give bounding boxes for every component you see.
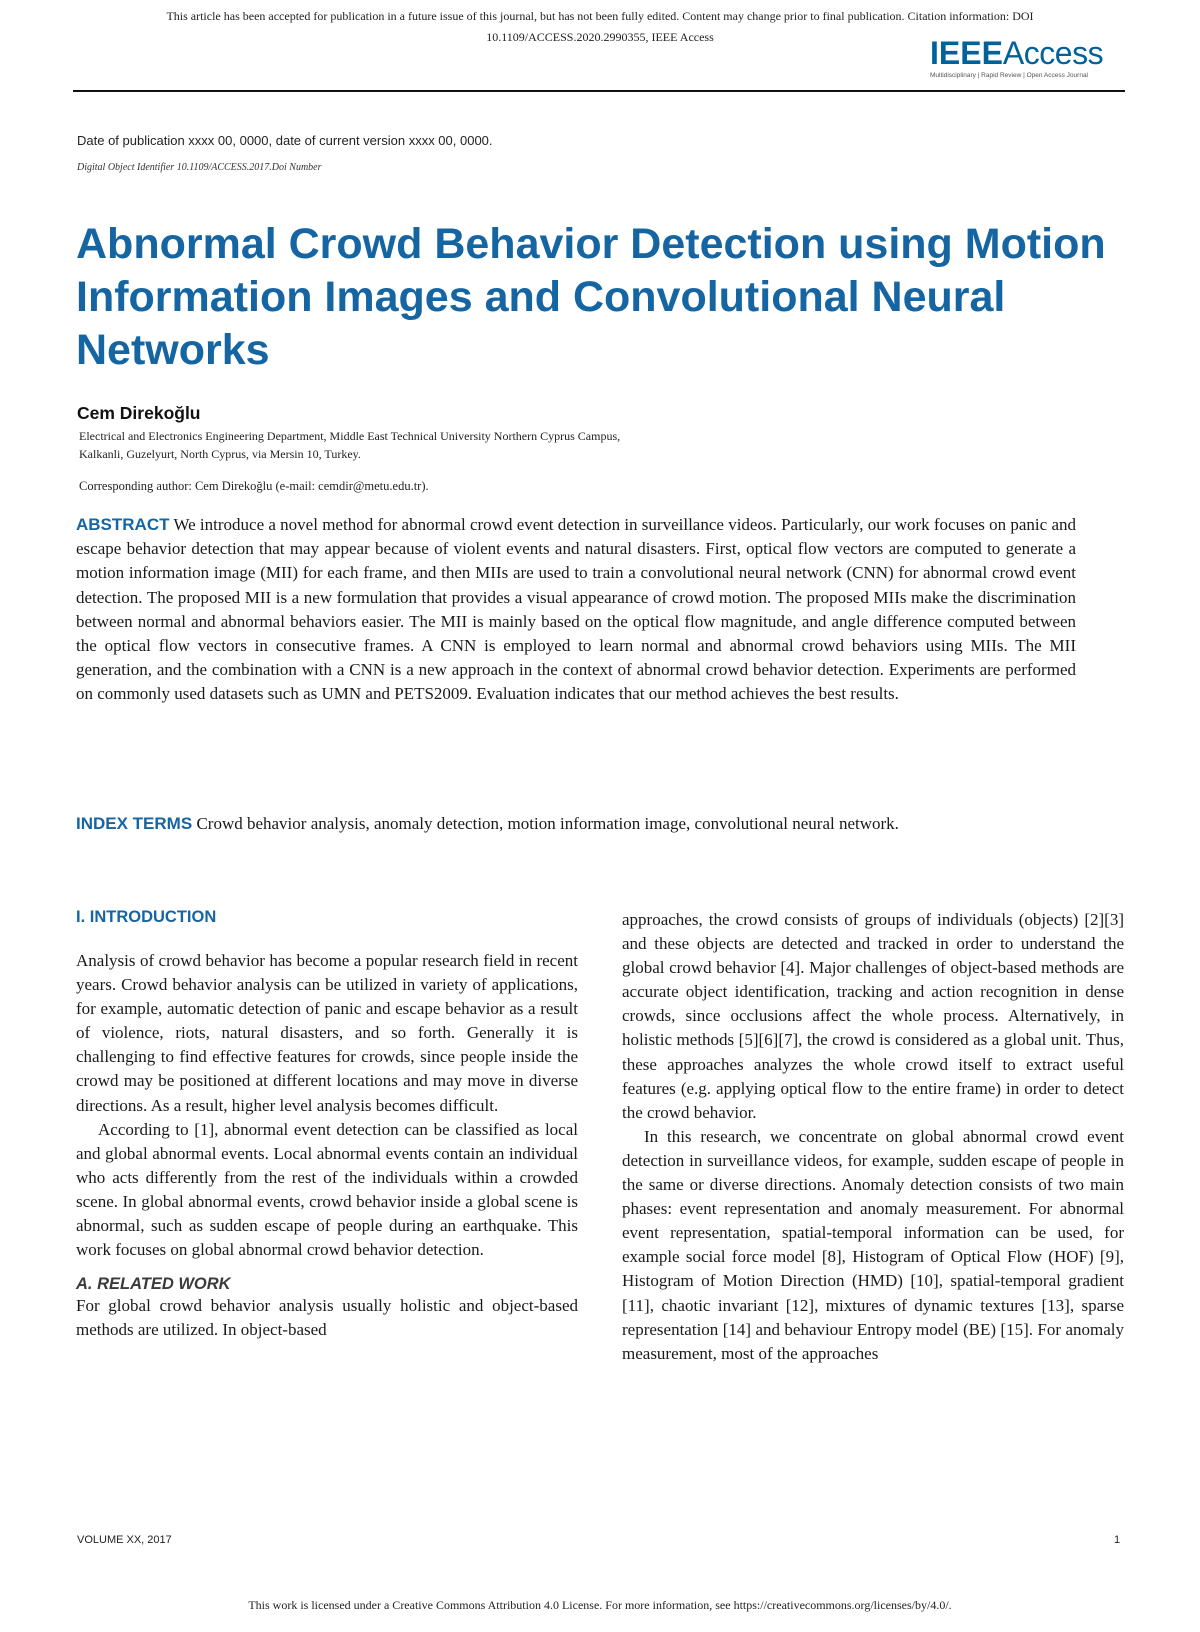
index-terms-text: Crowd behavior analysis, anomaly detection, motion information image, convolutional neural network. [196, 814, 899, 833]
acceptance-notice-line1: This article has been accepted for publication in a future issue of this journal, but has not been fully edited. Content may change prior to final publication. Citation information: DOI [166, 9, 1034, 23]
section-heading-introduction: I. INTRODUCTION [76, 908, 217, 926]
right-column [622, 908, 1124, 1366]
logo-ieee-text: IEEE [930, 35, 1003, 71]
author-affiliation [79, 427, 620, 463]
author-name: Cem Direkoğlu [77, 403, 201, 423]
ieee-access-logo [930, 36, 1120, 79]
index-terms [76, 812, 976, 835]
index-terms-label: INDEX TERMS [76, 814, 193, 833]
footer-volume: VOLUME XX, 2017 [77, 1534, 172, 1546]
acceptance-notice-line2: 10.1109/ACCESS.2020.2990355, IEEE Access [486, 30, 714, 44]
doi-line: Digital Object Identifier 10.1109/ACCESS.2017.Doi Number [77, 162, 322, 173]
right-paragraph-1: approaches, the crowd consists of groups of individuals (objects) [2][3] and these objects are detected and tracked in order to understand the global crowd behavior [4]. Major challenges of object-based methods are accurate object identification, tracking and action recognition in dense crowds, since occlusions affect the whole process. Alternatively, in holistic methods [5][6][7], the crowd is considered as a global unit. Thus, these approaches analyzes the whole crowd itself to extract useful features (e.g. applying optical flow to the entire frame) in order to detect the crowd behavior. [622, 910, 1124, 1122]
affiliation-line2: Kalkanli, Guzelyurt, North Cyprus, via Mersin 10, Turkey. [79, 447, 361, 461]
paper-title: Abnormal Crowd Behavior Detection using Motion Information Images and Convolutional Neural Networks [76, 220, 1106, 374]
footer-page-number: 1 [1114, 1534, 1121, 1546]
related-work-paragraph: For global crowd behavior analysis usually holistic and object-based methods are utilized. In object-based [76, 1296, 578, 1340]
intro-paragraph-2: According to [1], abnormal event detection can be classified as local and global abnormal events. Local abnormal events contain an individual who acts differently from the rest of the individuals within a crowded scene. In global abnormal events, crowd behavior inside a global scene is abnormal, such as sudden escape of people during an earthquake. This work focuses on global abnormal crowd behavior detection. [76, 1119, 578, 1260]
subsection-heading-related-work: A. RELATED WORK [76, 1275, 231, 1294]
license-notice: This work is licensed under a Creative Commons Attribution 4.0 License. For more information, see https://creativecommons.org/licenses/by/4.0/. [248, 1598, 952, 1612]
left-column [76, 905, 578, 1342]
abstract [76, 513, 1076, 707]
header-rule [73, 90, 1125, 92]
logo-access-text: Access [1002, 35, 1104, 71]
abstract-text: We introduce a novel method for abnormal crowd event detection in surveillance videos. Particularly, our work focuses on panic and escape behavior detection that may appear because of violent events and natural disasters. First, optical flow vectors are computed to generate a motion information image (MII) for each frame, and then MIIs are used to train a convolutional neural network (CNN) for abnormal crowd event detection. The proposed MII is a new formulation that provides a visual appearance of crowd motion. The proposed MIIs make the discrimination between normal and abnormal behaviors easier. The MII is mainly based on the optical flow magnitude, and angle difference computed between the optical flow vectors in consecutive frames. A CNN is employed to learn normal and abnormal crowd behaviors using MIIs. The MII generation, and the combination with a CNN is a new approach in the context of abnormal crowd behavior detection. Experiments are performed on commonly used datasets such as UMN and PETS2009. Evaluation indicates that our method achieves the best results. [76, 515, 1076, 704]
affiliation-line1: Electrical and Electronics Engineering Department, Middle East Technical University Northern Cyprus Campus, [79, 429, 621, 443]
publication-date: Date of publication xxxx 00, 0000, date of current version xxxx 00, 0000. [77, 133, 493, 148]
right-paragraph-2: In this research, we concentrate on global abnormal crowd event detection in surveillance videos, for example, sudden escape of people in the same or diverse directions. Anomaly detection consists of two main phases: event representation and anomaly measurement. For abnormal event representation, spatial-temporal information can be used, for example social force model [8], Histogram of Optical Flow (HOF) [9], Histogram of Motion Direction (HMD) [10], spatial-temporal gradient [11], chaotic invariant [12], mixtures of dynamic textures [13], sparse representation [14] and behaviour Entropy model (BE) [15]. For anomaly measurement, most of the approaches [622, 1126, 1124, 1363]
corresponding-author: Corresponding author: Cem Direkoğlu (e-mail: cemdir@metu.edu.tr). [79, 479, 429, 493]
logo-tagline: Multidisciplinary | Rapid Review | Open Access Journal [930, 72, 1088, 79]
abstract-label: ABSTRACT [76, 515, 170, 534]
intro-paragraph-1: Analysis of crowd behavior has become a popular research field in recent years. Crowd behavior analysis can be utilized in variety of applications, for example, automatic detection of panic and escape behavior as a result of violence, riots, natural disasters, and so forth. Generally it is challenging to find effective features for crowds, since people inside the crowd may be positioned at different locations and may move in diverse directions. As a result, higher level analysis becomes difficult. [76, 951, 578, 1115]
